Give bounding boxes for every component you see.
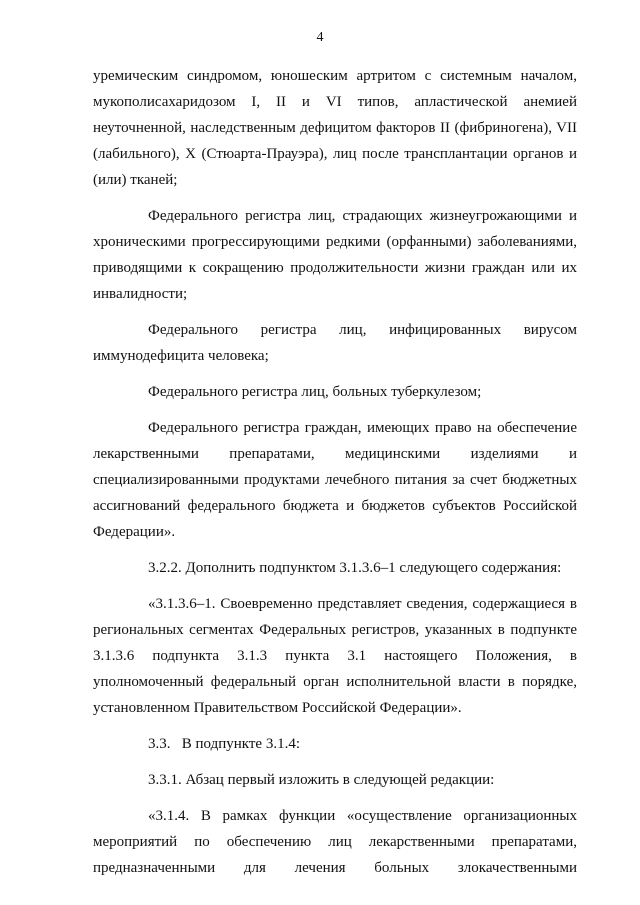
paragraph-4: Федерального регистра лиц, больных туберкулезом; bbox=[148, 384, 482, 400]
document-body bbox=[93, 63, 577, 891]
paragraph-8: 3.3. В подпункте 3.1.4: bbox=[148, 736, 301, 752]
page-number: 4 bbox=[316, 30, 324, 45]
paragraph-7: «3.1.3.6–1. Своевременно представляет сведения, содержащиеся в региональных сегментах Федеральных регистров, указанных в подпункте 3.1.3.6 подпункта 3.1.3 пункта 3.1 настоящего Положения, в уполномоченный федеральный орган исполнительной власти в порядке, установленном Правительством Российской Федерации». bbox=[93, 596, 577, 716]
paragraph-5: Федерального регистра граждан, имеющих право на обеспечение лекарственными препаратами, медицинскими изделиями и специализированными продуктами лечебного питания за счет бюджетных ассигнований федерального бюджета и бюджетов субъектов Российской Федерации». bbox=[93, 420, 577, 540]
paragraph-3: Федерального регистра лиц, инфицированных вирусом иммунодефицита человека; bbox=[93, 322, 577, 364]
paragraph-6: 3.2.2. Дополнить подпунктом 3.1.3.6–1 следующего содержания: bbox=[148, 560, 562, 576]
paragraph-9: 3.3.1. Абзац первый изложить в следующей редакции: bbox=[148, 772, 495, 788]
paragraph-10: «3.1.4. В рамках функции «осуществление организационных мероприятий по обеспечению лиц лекарственными препаратами, предназначенными для лечения больных злокачественными bbox=[93, 808, 577, 876]
paragraph-1: уремическим синдромом, юношеским артритом с системным началом, мукополисахаридозом I, II и VI типов, апластической анемией неуточненной, наследственным дефицитом факторов II (фибриногена), VII (лабильного), X (Стюарта-Прауэра), лиц после трансплантации органов и (или) тканей; bbox=[93, 68, 577, 188]
paragraph-2: Федерального регистра лиц, страдающих жизнеугрожающими и хроническими прогрессирующими редкими (орфанными) заболеваниями, приводящими к сокращению продолжительности жизни граждан или их инвалидности; bbox=[93, 208, 577, 302]
